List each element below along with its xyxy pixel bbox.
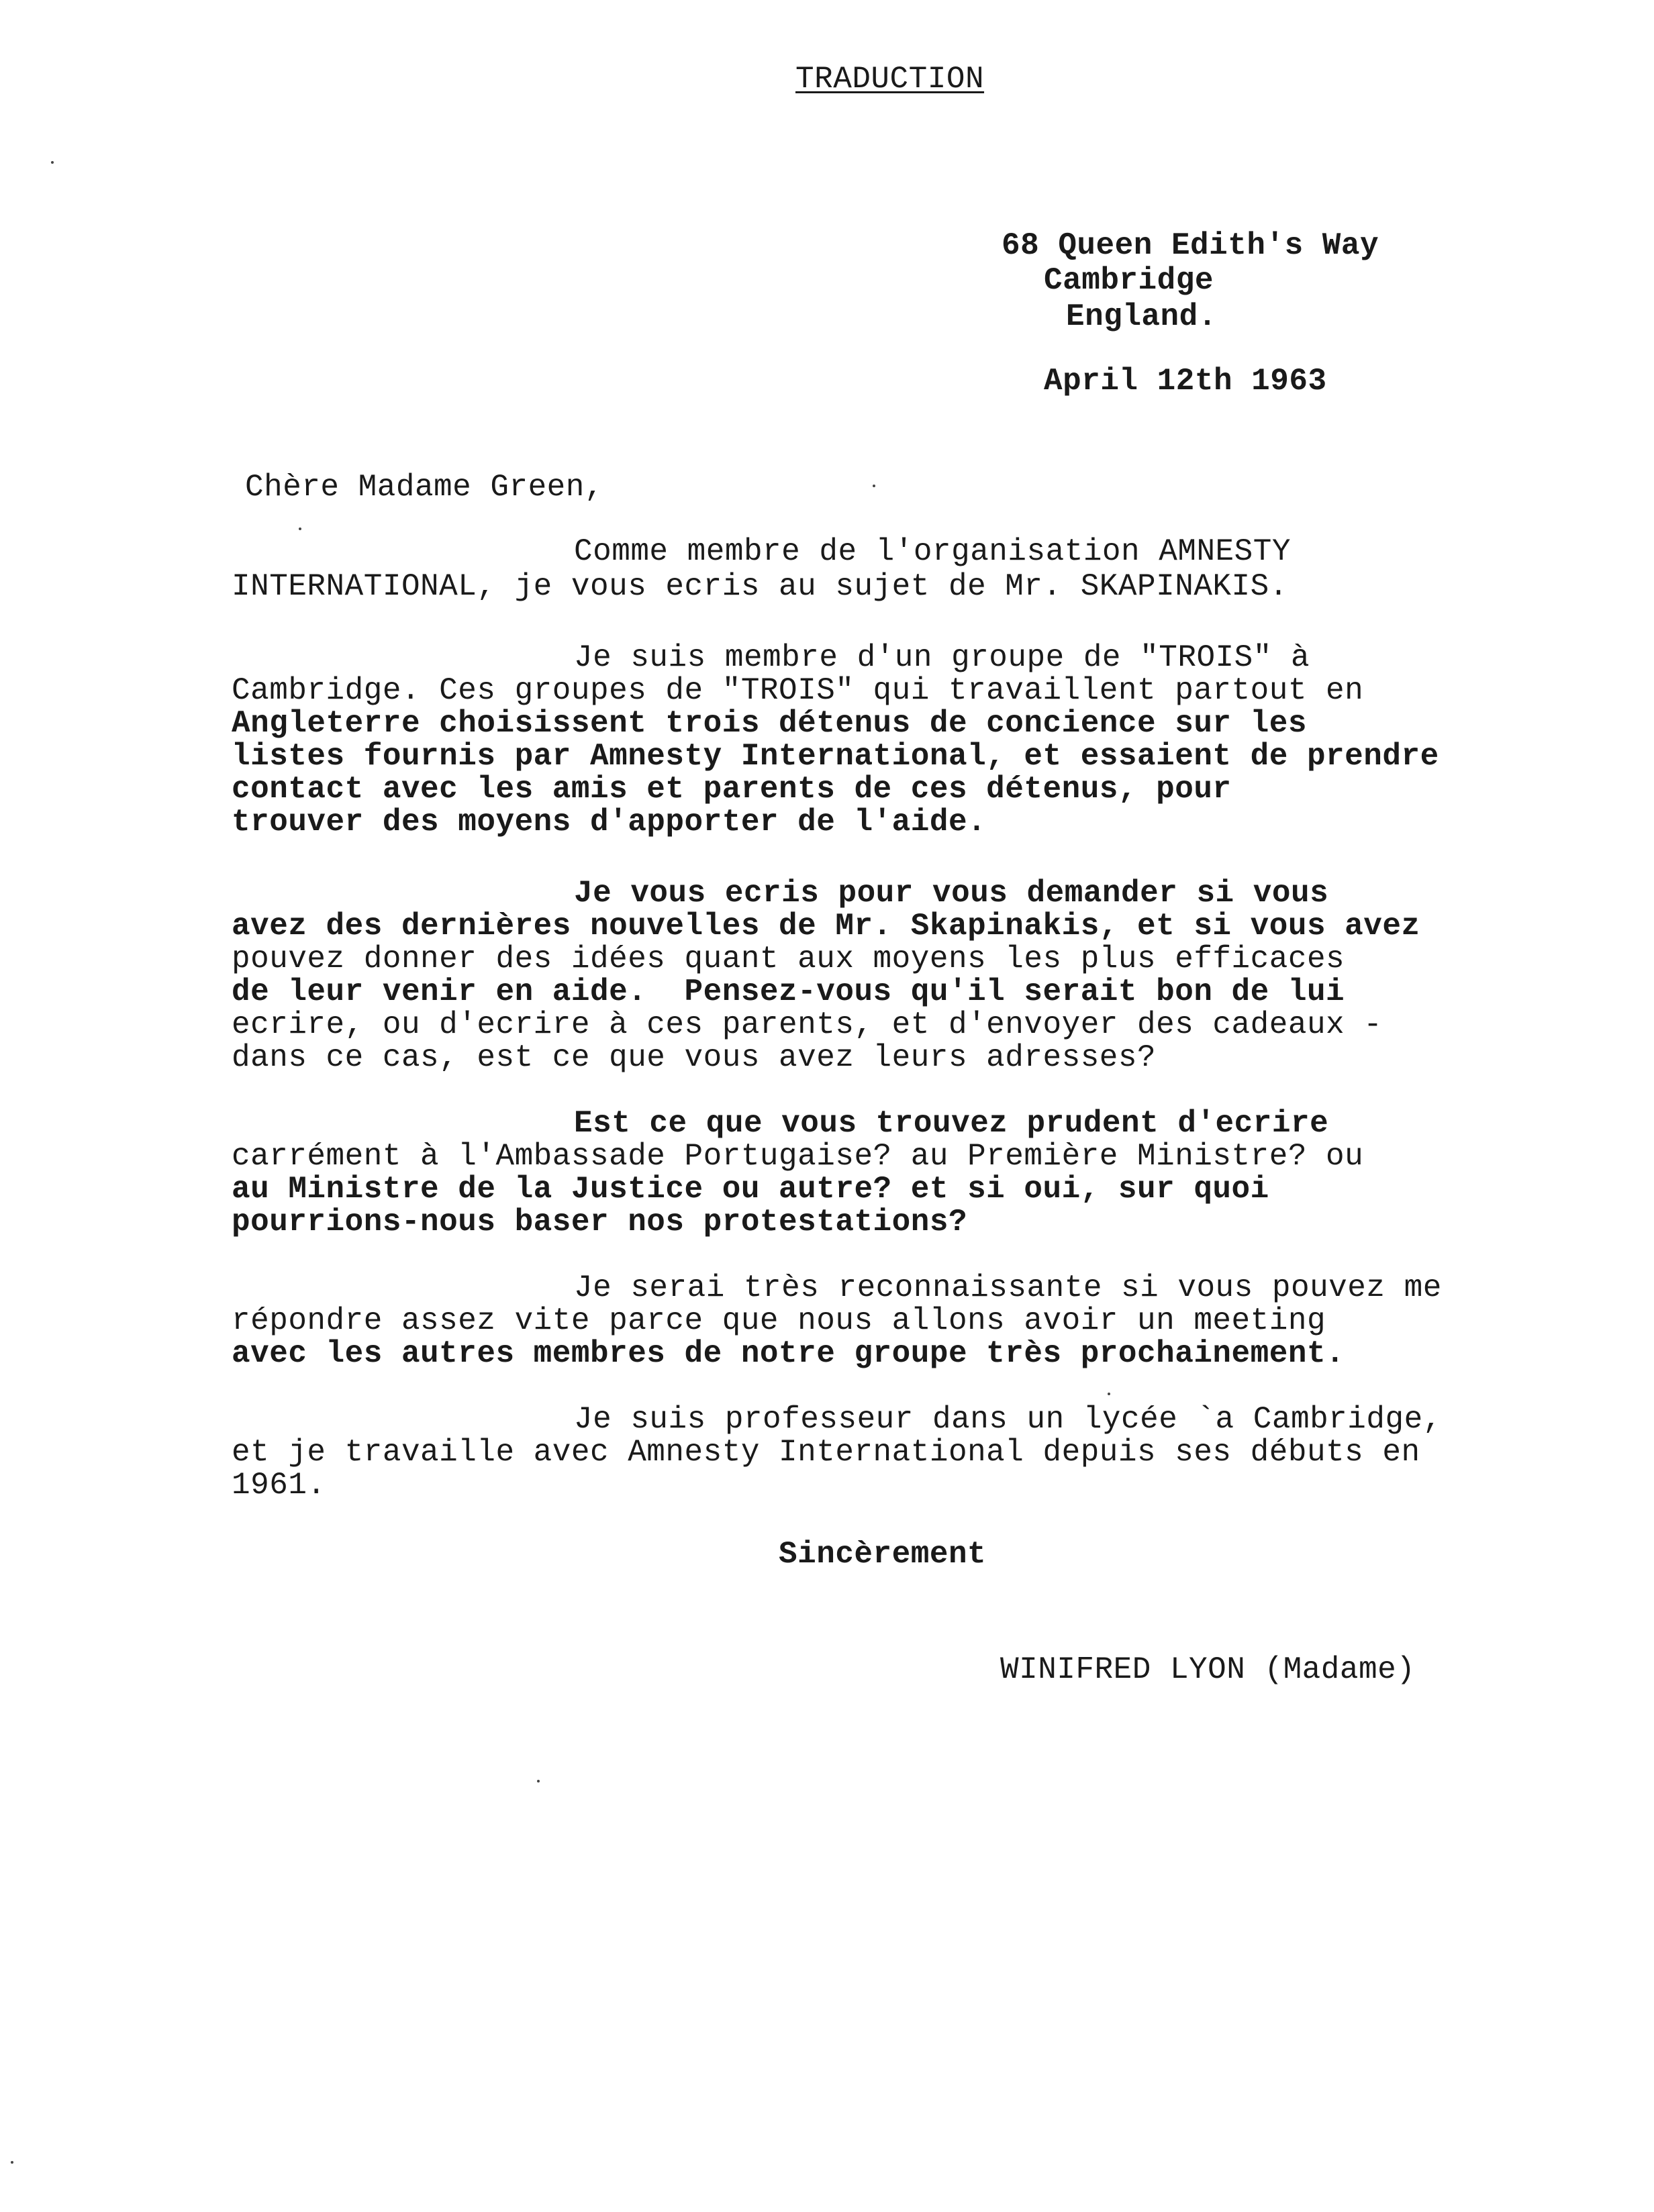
paragraph-4-line-4: pourrions-nous baser nos protestations? [232, 1205, 968, 1240]
paragraph-6-line-1: Je suis professeur dans un lycée `a Cambridge, [574, 1402, 1442, 1437]
paragraph-2-line-5: contact avec les amis et parents de ces détenus, pour [232, 772, 1232, 807]
signature: WINIFRED LYON (Madame) [1000, 1652, 1416, 1687]
paragraph-2-line-6: trouver des moyens d'apporter de l'aide. [232, 805, 987, 840]
closing: Sincèrement [779, 1537, 987, 1572]
paragraph-2-line-1: Je suis membre d'un groupe de "TROIS" à [574, 640, 1310, 675]
heading-traduction: TRADUCTION [795, 62, 985, 97]
address-line-3: England. [1066, 299, 1217, 334]
paragraph-1-line-2: INTERNATIONAL, je vous ecris au sujet de Mr. SKAPINAKIS. [232, 569, 1288, 604]
scan-speck [11, 2161, 13, 2164]
paragraph-6-line-2: et je travaille avec Amnesty International depuis ses débuts en [232, 1435, 1420, 1470]
paragraph-3-line-5: ecrire, ou d'ecrire à ces parents, et d'envoyer des cadeaux - [232, 1007, 1383, 1042]
paragraph-4-line-2: carrément à l'Ambassade Portugaise? au Première Ministre? ou [232, 1139, 1364, 1174]
paragraph-2-line-2: Cambridge. Ces groupes de "TROIS" qui travaillent partout en [232, 673, 1364, 708]
paragraph-6-line-3: 1961. [232, 1468, 326, 1503]
paragraph-5-line-2: répondre assez vite parce que nous allons avoir un meeting [232, 1303, 1326, 1338]
scan-speck [873, 485, 875, 487]
paragraph-4-line-3: au Ministre de la Justice ou autre? et si oui, sur quoi [232, 1172, 1269, 1207]
address-line-2: Cambridge [1044, 263, 1214, 298]
letter-date: April 12th 1963 [1044, 364, 1327, 399]
paragraph-3-line-6: dans ce cas, est ce que vous avez leurs adresses? [232, 1040, 1157, 1075]
paragraph-4-line-1: Est ce que vous trouvez prudent d'ecrire [574, 1106, 1329, 1141]
paragraph-3-line-2: avez des dernières nouvelles de Mr. Skapinakis, et si vous avez [232, 909, 1420, 944]
scan-speck [299, 527, 301, 530]
paragraph-3-line-3: pouvez donner des idées quant aux moyens les plus efficaces [232, 942, 1345, 976]
address-line-1: 68 Queen Edith's Way [1002, 228, 1379, 263]
scan-speck [51, 161, 54, 164]
paragraph-3-line-1: Je vous ecris pour vous demander si vous [574, 876, 1329, 911]
scan-speck [537, 1780, 540, 1782]
paragraph-1-line-1: Comme membre de l'organisation AMNESTY [574, 534, 1291, 569]
paragraph-2-line-4: listes fournis par Amnesty International, et essaient de prendre [232, 739, 1439, 774]
paragraph-3-line-4: de leur venir en aide. Pensez-vous qu'il serait bon de lui [232, 974, 1345, 1009]
scan-speck [1108, 1393, 1110, 1395]
paragraph-5-line-1: Je serai très reconnaissante si vous pouvez me [574, 1270, 1442, 1305]
paragraph-5-line-3: avec les autres membres de notre groupe très prochainement. [232, 1336, 1345, 1371]
paragraph-2-line-3: Angleterre choisissent trois détenus de concience sur les [232, 706, 1307, 741]
salutation: Chère Madame Green, [245, 470, 603, 505]
